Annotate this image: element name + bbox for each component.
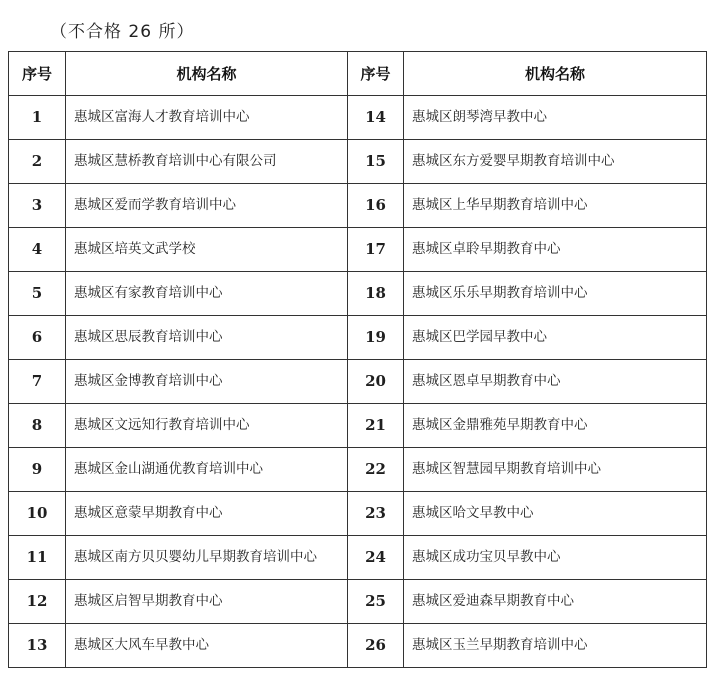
header-no-left: 序号 [9,52,66,96]
table-row [9,316,707,360]
institution-name-right: 惠城区成功宝贝早教中心 [404,536,707,580]
row-number-right: 18 [348,272,404,316]
institution-name-left: 惠城区培英文武学校 [66,228,348,272]
row-number-right: 21 [348,404,404,448]
row-number-left: 12 [9,580,66,624]
institution-name-left: 惠城区慧桥教育培训中心有限公司 [66,140,348,184]
row-number-left: 3 [9,184,66,228]
table-row [9,228,707,272]
row-number-right: 24 [348,536,404,580]
institution-name-left: 惠城区金山湖通优教育培训中心 [66,448,348,492]
institution-name-left: 惠城区思辰教育培训中心 [66,316,348,360]
institution-name-left: 惠城区意蒙早期教育中心 [66,492,348,536]
table-row [9,96,707,140]
institution-name-left: 惠城区富海人才教育培训中心 [66,96,348,140]
institution-name-right: 惠城区上华早期教育培训中心 [404,184,707,228]
row-number-right: 23 [348,492,404,536]
institution-name-right: 惠城区哈文早教中心 [404,492,707,536]
institution-name-left: 惠城区爱而学教育培训中心 [66,184,348,228]
table-row [9,580,707,624]
table-row [9,448,707,492]
row-number-right: 16 [348,184,404,228]
institution-name-right: 惠城区金鼎雅苑早期教育中心 [404,404,707,448]
row-number-right: 26 [348,624,404,668]
row-number-right: 19 [348,316,404,360]
header-row [9,52,707,96]
institution-name-right: 惠城区乐乐早期教育培训中心 [404,272,707,316]
row-number-left: 13 [9,624,66,668]
institution-name-left: 惠城区有家教育培训中心 [66,272,348,316]
institution-name-left: 惠城区文远知行教育培训中心 [66,404,348,448]
institution-name-right: 惠城区巴学园早教中心 [404,316,707,360]
institution-name-left: 惠城区启智早期教育中心 [66,580,348,624]
row-number-left: 8 [9,404,66,448]
row-number-right: 25 [348,580,404,624]
table-row [9,624,707,668]
row-number-left: 7 [9,360,66,404]
table-row [9,184,707,228]
header-name-left: 机构名称 [66,52,348,96]
row-number-right: 15 [348,140,404,184]
unqualified-institutions-table [8,51,707,668]
table-row [9,492,707,536]
row-number-left: 5 [9,272,66,316]
institution-name-left: 惠城区南方贝贝婴幼儿早期教育培训中心 [66,536,348,580]
header-name-right: 机构名称 [404,52,707,96]
institution-name-right: 惠城区玉兰早期教育培训中心 [404,624,707,668]
institution-name-right: 惠城区朗琴湾早教中心 [404,96,707,140]
table-row [9,536,707,580]
institution-name-right: 惠城区卓聆早期教育中心 [404,228,707,272]
row-number-right: 20 [348,360,404,404]
row-number-left: 1 [9,96,66,140]
institution-name-right: 惠城区智慧园早期教育培训中心 [404,448,707,492]
institution-name-left: 惠城区金博教育培训中心 [66,360,348,404]
institution-name-right: 惠城区爱迪森早期教育中心 [404,580,707,624]
table-row [9,272,707,316]
institution-name-right: 惠城区恩卓早期教育中心 [404,360,707,404]
table-body [9,96,707,668]
row-number-left: 9 [9,448,66,492]
table-header [9,52,707,96]
table-row [9,140,707,184]
table-caption: （不合格 26 所） [50,22,195,42]
row-number-left: 4 [9,228,66,272]
row-number-left: 6 [9,316,66,360]
row-number-left: 10 [9,492,66,536]
row-number-right: 22 [348,448,404,492]
table-row [9,404,707,448]
row-number-right: 14 [348,96,404,140]
institution-name-left: 惠城区大风车早教中心 [66,624,348,668]
row-number-left: 11 [9,536,66,580]
institution-name-right: 惠城区东方爱婴早期教育培训中心 [404,140,707,184]
row-number-left: 2 [9,140,66,184]
row-number-right: 17 [348,228,404,272]
header-no-right: 序号 [348,52,404,96]
table-row [9,360,707,404]
